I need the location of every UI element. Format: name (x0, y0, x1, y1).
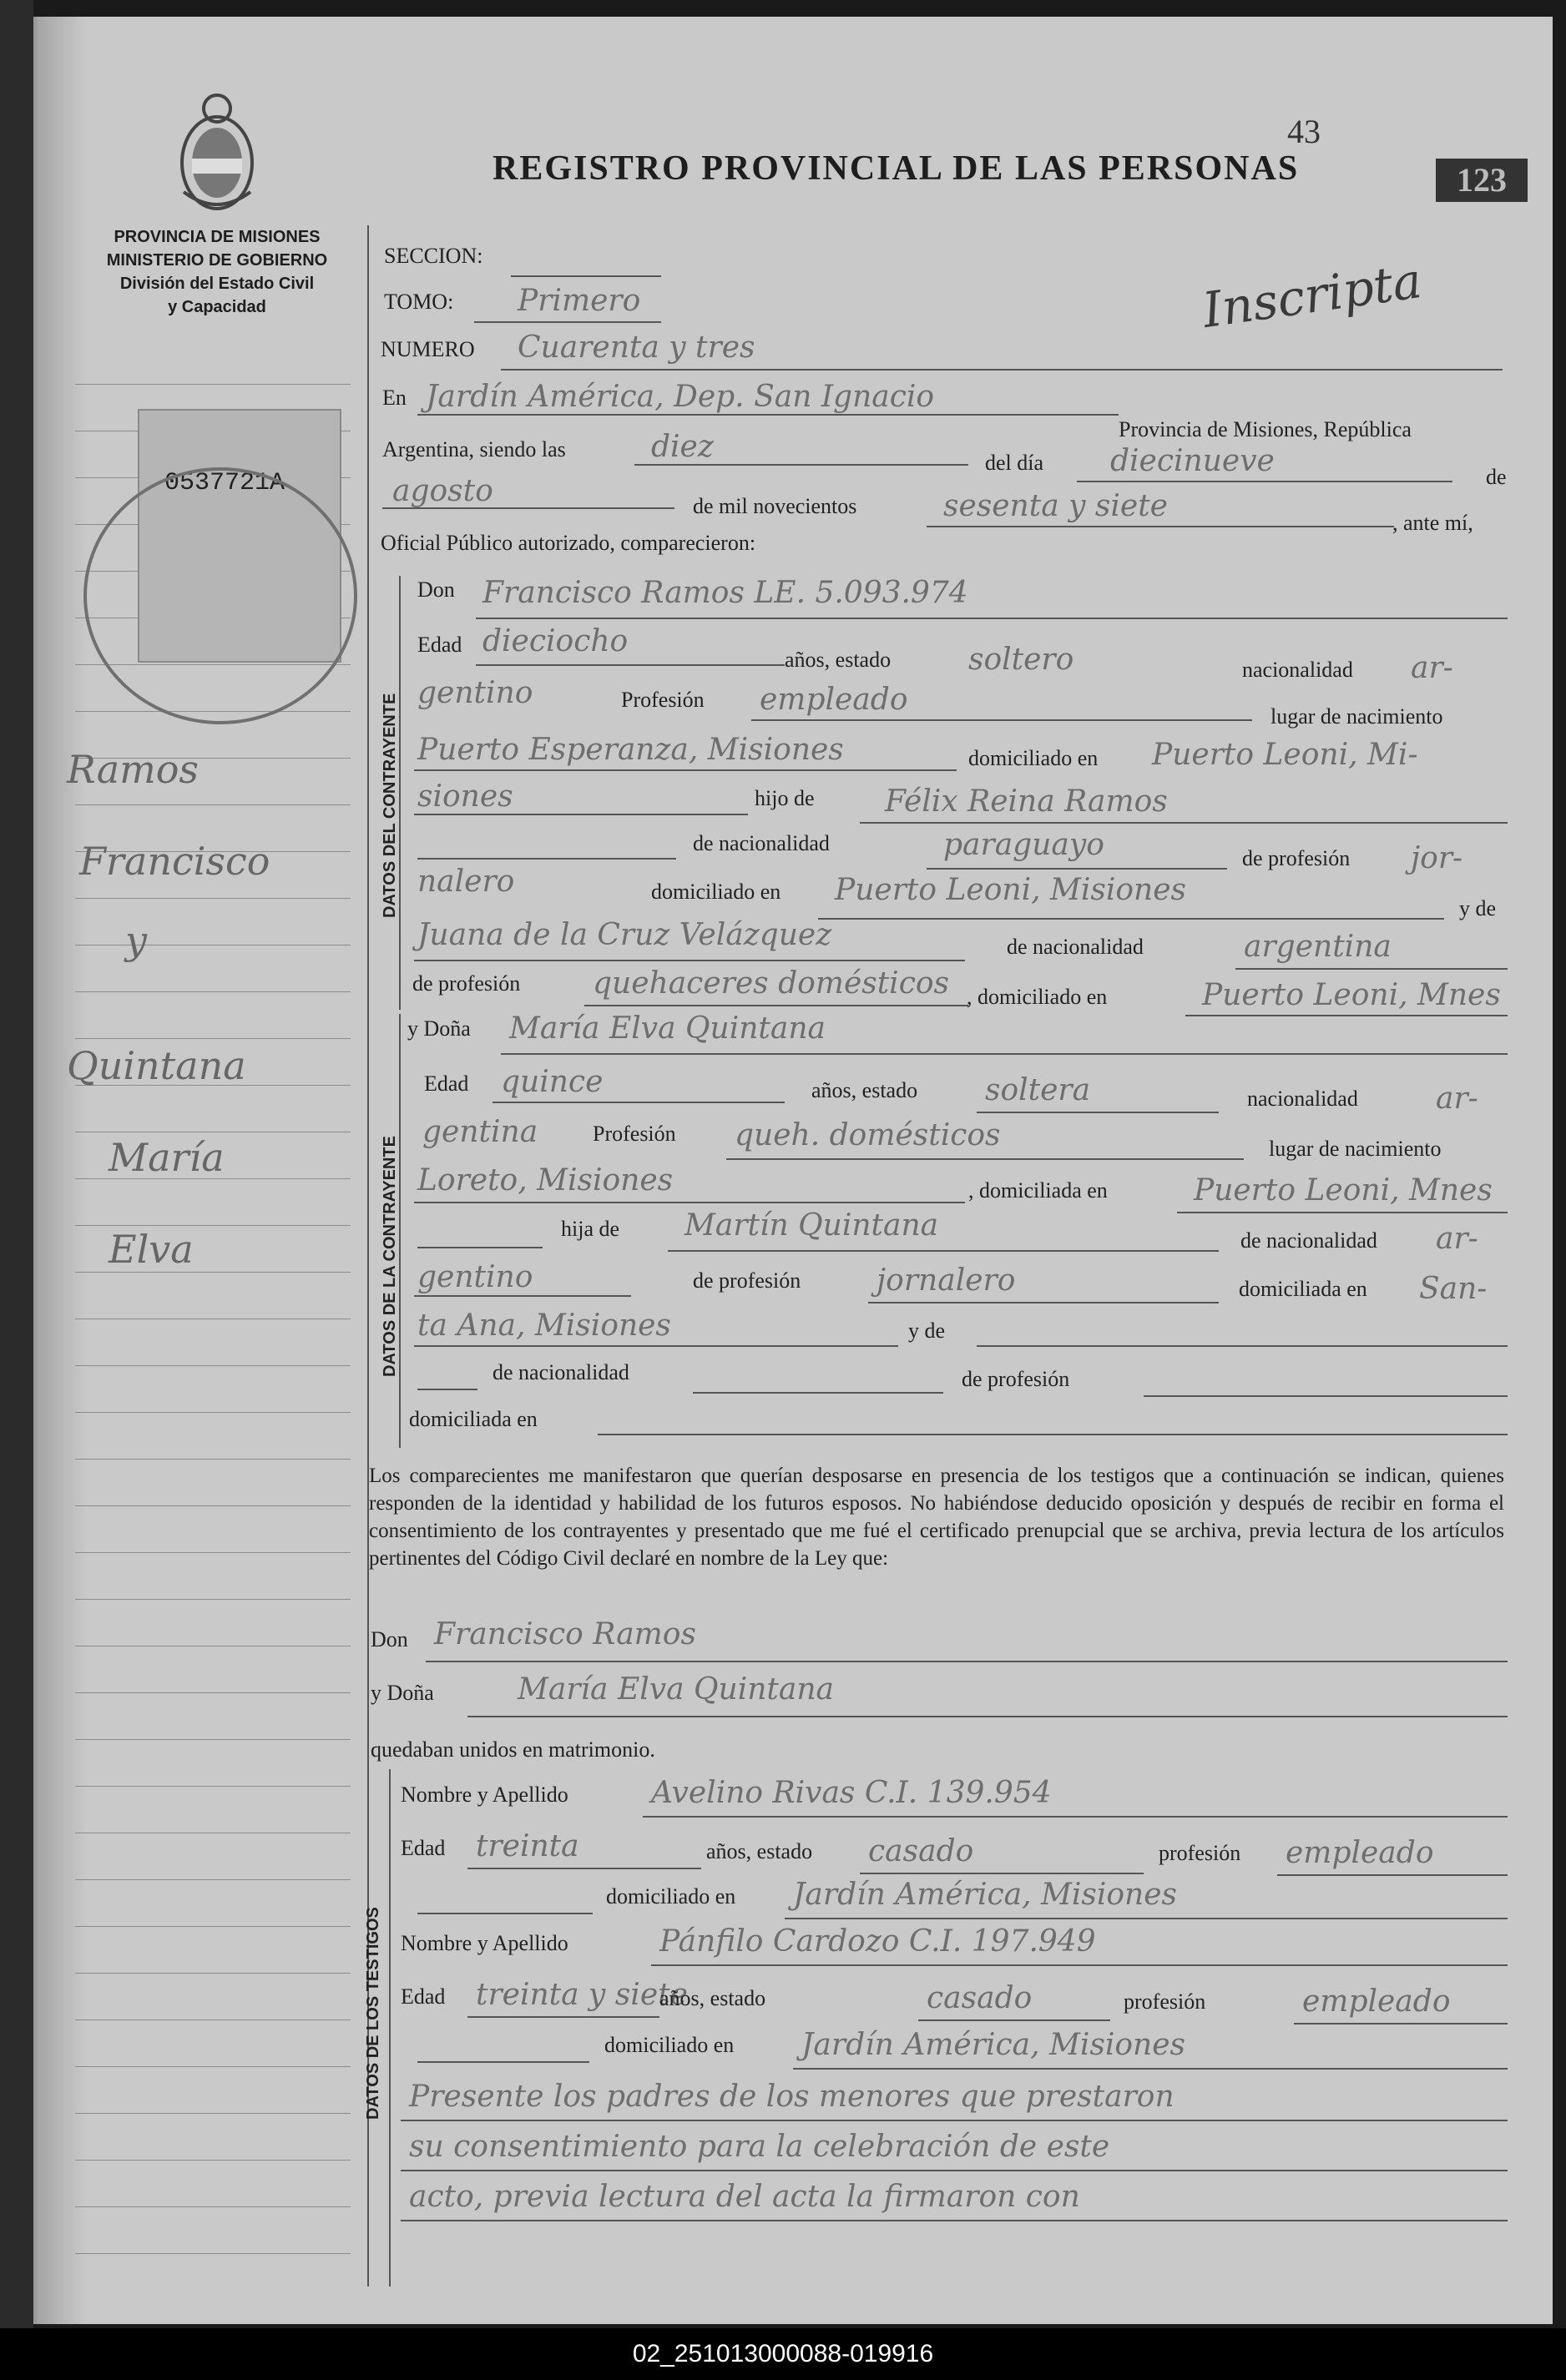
testigos-note-line-3: acto, previa lectura del acta la firmaron con (409, 2180, 1080, 2214)
label-argentina: Argentina, siendo las (382, 437, 566, 461)
handwritten-annotation: Inscripta (1199, 251, 1426, 340)
value-contrayenta-padre-prof: jornalero (876, 1263, 1016, 1298)
value-contrayenta-nac-1: ar- (1436, 1082, 1478, 1116)
label-domiciliada: , domiciliada en (968, 1178, 1108, 1203)
field-testigo1-blank (417, 1913, 593, 1914)
margin-rule (75, 1552, 351, 1553)
ministry-heading (75, 225, 359, 319)
value-contrayente-domicilio-1: Puerto Leoni, Mi- (1152, 738, 1418, 772)
field-contrayenta-padre-nac (414, 1295, 631, 1297)
value-testigo1-estado: casado (868, 1834, 974, 1868)
label-y-de-2: y de (908, 1319, 946, 1343)
field-contrayente-padre-dom (818, 918, 1444, 920)
field-contrayenta-edad (493, 1102, 785, 1103)
label-seccion: SECCION: (384, 244, 483, 268)
label-provincia: Provincia de Misiones, República (1119, 417, 1412, 441)
value-contrayenta-padre-dom-1: San- (1419, 1272, 1488, 1306)
margin-rule (75, 2206, 351, 2207)
field-contrayenta-madre-prof (1144, 1395, 1508, 1397)
label-testigo2-edad: Edad (401, 1984, 446, 2009)
seal-stamp-icon (83, 467, 357, 724)
value-contrayenta-domicilio: Puerto Leoni, Mnes (1194, 1173, 1493, 1208)
field-contrayenta-estado (977, 1112, 1219, 1113)
field-contrayenta-madre (977, 1345, 1508, 1347)
field-contrayente-madre-prof (584, 1005, 968, 1006)
value-contrayente-nac-1: ar- (1411, 651, 1453, 685)
label-de-nacionalidad-3: de nacionalidad (1240, 1228, 1377, 1253)
register-page (33, 17, 1553, 2324)
margin-name-1: Francisco (79, 839, 270, 884)
value-contrayente-lugar-nac: Puerto Esperanza, Misiones (417, 733, 844, 767)
field-testigo1-edad (467, 1868, 701, 1869)
field-testigo1-nombre (643, 1816, 1508, 1818)
label-oficial: Oficial Público autorizado, comparecieron: (381, 531, 756, 555)
field-anio (927, 526, 1394, 527)
field-numero (501, 369, 1503, 371)
value-hora: diez (651, 430, 714, 464)
ministry-line-3: División del Estado Civil (119, 275, 315, 293)
stamp-serial: 0537721A (164, 469, 285, 497)
label-lugar-nacimiento-2: lugar de nacimiento (1269, 1137, 1442, 1161)
testigos-note-rule-3 (401, 2220, 1508, 2221)
field-contrayenta-padre-dom (414, 1345, 898, 1347)
value-contrayenta-profesion: queh. domésticos (735, 1118, 1001, 1152)
label-tomo: TOMO: (384, 290, 454, 314)
label-y-dona: y Doña (407, 1016, 471, 1041)
label-anios-estado: años, estado (785, 648, 892, 672)
margin-rule (75, 1505, 351, 1506)
page-title: REGISTRO PROVINCIAL DE LAS PERSONAS (493, 149, 1300, 188)
margin-rule (75, 1038, 351, 1039)
field-declaration-don (426, 1661, 1508, 1662)
field-contrayenta-domicilio (1177, 1212, 1508, 1213)
margin-rule (75, 1879, 351, 1880)
value-contrayente-madre-nac: argentina (1244, 930, 1392, 964)
label-hijo-de: hijo de (755, 786, 815, 810)
field-contrayente-profesion (751, 719, 1252, 721)
value-testigo1-domicilio: Jardín América, Misiones (793, 1878, 1177, 1912)
value-mes: agosto (392, 474, 493, 508)
declaration-paragraph: Los comparecientes me manifestaron que querían desposarse en presencia de los testigos que a continuación se indican, quienes responden de la identidad y habilidad de los futuros esposos. No habiéndose deducido oposición y después de recibir en forma el consentimiento de los contrayentes y presentado que me fué el certificado prenupcial que se archiva, previa lectura de los artículos pertinentes del Código Civil declaré en nombre de la Ley que: (369, 1465, 1504, 1570)
label-del-dia: del día (985, 451, 1044, 475)
field-contrayenta-blank-2 (417, 1389, 477, 1390)
value-testigo2-profesion: empleado (1302, 1984, 1451, 2019)
field-contrayenta-profesion (726, 1158, 1244, 1160)
field-contrayente-madre (414, 960, 965, 961)
label-domiciliado: domiciliado en (968, 746, 1099, 770)
field-contrayente-nombre (476, 618, 1508, 619)
label-de-profesion-2: de profesión (412, 971, 521, 996)
label-edad-2: Edad (424, 1072, 469, 1096)
value-testigo1-edad: treinta (476, 1829, 579, 1863)
value-contrayenta-padre-nac-2: gentino (417, 1260, 533, 1294)
value-contrayente-padre-prof-2: nalero (417, 865, 515, 899)
margin-rule (75, 1225, 351, 1226)
margin-rule (75, 1365, 351, 1366)
margin-name-2: María (109, 1135, 225, 1180)
label-de-nacionalidad-4: de nacionalidad (493, 1360, 629, 1384)
label-testigo2-profesion: profesión (1124, 1989, 1206, 2014)
label-lugar-nacimiento: lugar de nacimiento (1270, 704, 1443, 729)
value-contrayenta-estado: soltera (985, 1073, 1091, 1107)
label-profesion-2: Profesión (593, 1122, 676, 1146)
margin-rule (75, 2113, 351, 2114)
margin-rule (75, 804, 351, 805)
field-seccion (511, 275, 661, 277)
margin-surname-2: Quintana (67, 1043, 246, 1088)
ministry-line-2: MINISTERIO DE GOBIERNO (106, 251, 328, 270)
declaration-closing: quedaban unidos en matrimonio. (371, 1737, 655, 1762)
label-domiciliada-3: domiciliada en (409, 1407, 538, 1431)
value-tomo: Primero (518, 284, 641, 318)
field-testigo2-estado (918, 2019, 1110, 2021)
margin-rule (75, 384, 351, 385)
value-contrayente-domicilio-2: siones (417, 779, 513, 814)
field-tomo (474, 321, 661, 323)
field-contrayenta-madre-nac (693, 1392, 943, 1394)
label-anios-estado-2: años, estado (811, 1078, 918, 1102)
label-de-nacionalidad-2: de nacionalidad (1007, 935, 1144, 959)
label-en: En (382, 386, 407, 410)
label-de-profesion-4: de profesión (962, 1367, 1070, 1391)
field-lugar (417, 414, 1119, 416)
testigos-note-line-2: su consentimiento para la celebración de este (409, 2130, 1110, 2164)
book-spine-edge (0, 0, 33, 2328)
value-testigo1-profesion: empleado (1286, 1836, 1434, 1870)
value-contrayente-profesion: empleado (760, 683, 908, 717)
margin-rule (75, 1739, 351, 1740)
value-contrayenta-padre: Martín Quintana (684, 1208, 939, 1243)
value-testigo2-edad: treinta y siete (476, 1978, 688, 2012)
label-ante: , ante mí, (1392, 511, 1473, 535)
field-contrayenta-blank (417, 1247, 543, 1248)
field-testigo1-profesion (1277, 1874, 1508, 1876)
label-testigo2-domiciliado: domiciliado en (604, 2033, 735, 2057)
label-de-profesion: de profesión (1242, 846, 1351, 870)
field-contrayenta-nombre (501, 1053, 1508, 1055)
field-testigo1-domicilio (785, 1918, 1508, 1919)
value-contrayenta-lugar-nac: Loreto, Misiones (417, 1163, 674, 1198)
ministry-line-4: y Capacidad (168, 298, 266, 316)
margin-rule (75, 1599, 351, 1600)
label-mil: de mil novecientos (693, 494, 857, 518)
label-declaration-don: Don (371, 1627, 408, 1651)
margin-rule (75, 1926, 351, 1927)
value-contrayente-estado: soltero (968, 643, 1074, 677)
field-contrayente-madre-nac (1235, 968, 1508, 970)
value-declaration-dona: María Elva Quintana (518, 1672, 834, 1707)
label-testigo1-nombre: Nombre y Apellido (401, 1782, 568, 1807)
value-contrayente-madre-dom: Puerto Leoni, Mnes (1202, 978, 1501, 1012)
field-contrayente-padre-nac (927, 868, 1227, 870)
field-testigo2-profesion (1294, 2023, 1508, 2025)
value-testigo2-domicilio: Jardín América, Misiones (801, 2028, 1185, 2062)
margin-rule (75, 1459, 351, 1460)
coat-of-arms-icon (167, 83, 267, 217)
label-testigo1-edad: Edad (401, 1836, 446, 1860)
value-dia: diecinueve (1110, 444, 1275, 478)
margin-rule (75, 1412, 351, 1413)
value-contrayente-padre: Félix Reina Ramos (885, 784, 1168, 819)
label-domiciliado-2: domiciliado en (651, 880, 781, 904)
value-testigo1-nombre: Avelino Rivas C.I. 139.954 (651, 1776, 1052, 1810)
field-testigo2-nombre (651, 1964, 1508, 1966)
value-testigo2-estado: casado (927, 1981, 1033, 2015)
value-contrayente-padre-dom: Puerto Leoni, Misiones (835, 873, 1186, 907)
label-profesion: Profesión (621, 688, 705, 712)
label-don: Don (417, 577, 455, 602)
testigos-note-line-1: Presente los padres de los menores que prestaron (409, 2080, 1174, 2114)
margin-rule (75, 991, 351, 992)
value-contrayenta-nac-2: gentina (422, 1115, 538, 1149)
margin-rule (75, 1272, 351, 1273)
field-contrayenta-madre-dom (598, 1434, 1508, 1435)
field-testigo2-blank (417, 2061, 589, 2063)
field-hora (634, 464, 968, 466)
stamp-number-badge: 123 (1436, 159, 1528, 202)
field-contrayente-domicilio (414, 814, 748, 815)
label-edad: Edad (417, 633, 462, 657)
value-numero: Cuarenta y tres (518, 330, 755, 365)
label-declaration-dona: y Doña (371, 1681, 434, 1705)
value-contrayente-nac-2: gentino (417, 676, 533, 710)
value-contrayente-padre-prof-1: jor- (1411, 841, 1463, 875)
field-dia (1077, 481, 1452, 482)
margin-rule (75, 2019, 351, 2020)
contrayente-section-label: DATOS DEL CONTRAYENTE (381, 693, 399, 918)
margin-rule (75, 2253, 351, 2254)
margin-rule (75, 2066, 351, 2067)
value-contrayenta-padre-nac-1: ar- (1436, 1222, 1478, 1256)
field-contrayenta-padre-prof (868, 1302, 1219, 1303)
testigos-section-label: DATOS DE LOS TESTIGOS (364, 1907, 382, 2120)
value-contrayente-padre-nac: paraguayo (943, 828, 1104, 862)
margin-name-3: Elva (109, 1227, 194, 1272)
margin-rule (75, 1786, 351, 1787)
ministry-line-1: PROVINCIA DE MISIONES (114, 228, 321, 246)
label-y-de: y de (1459, 896, 1497, 920)
value-lugar: Jardín América, Dep. San Ignacio (426, 380, 935, 414)
field-declaration-dona (467, 1716, 1508, 1717)
field-mes (382, 507, 674, 509)
value-contrayente-madre: Juana de la Cruz Velázquez (417, 918, 832, 952)
label-testigo1-domiciliado: domiciliado en (606, 1884, 736, 1909)
value-declaration-don: Francisco Ramos (434, 1617, 696, 1651)
value-contrayente-nombre: Francisco Ramos LE. 5.093.974 (482, 576, 968, 610)
field-contrayente-madre-dom (1185, 1015, 1508, 1016)
value-contrayente-madre-prof: quehaceres domésticos (593, 966, 950, 1001)
testigos-note-rule-2 (401, 2170, 1508, 2171)
contrayenta-section-label: DATOS DE LA CONTRAYENTE (381, 1136, 399, 1377)
margin-rule (75, 1973, 351, 1974)
label-domiciliado-3: , domiciliado en (967, 985, 1108, 1009)
testigos-bracket (389, 1769, 391, 2287)
field-contrayenta-lugar-nac (414, 1202, 965, 1203)
margin-rule (75, 898, 351, 899)
value-contrayenta-nombre: María Elva Quintana (509, 1011, 826, 1046)
value-anio: sesenta y siete (943, 489, 1168, 523)
label-testigo1-profesion: profesión (1159, 1841, 1241, 1865)
label-de-profesion-3: de profesión (693, 1268, 801, 1293)
margin-surname-1: Ramos (67, 747, 200, 792)
label-testigo1-anios: años, estado (706, 1839, 813, 1863)
label-nacionalidad: nacionalidad (1242, 658, 1353, 682)
field-contrayente-blank (417, 858, 676, 860)
page-number: 43 (1287, 113, 1321, 150)
testigos-note-rule-1 (401, 2120, 1508, 2121)
field-testigo1-estado (860, 1873, 1144, 1874)
value-testigo2-nombre: Pánfilo Cardozo C.I. 197.949 (659, 1924, 1096, 1959)
field-contrayente-edad (476, 664, 785, 666)
field-contrayente-padre (860, 822, 1508, 824)
label-de-nacionalidad: de nacionalidad (693, 831, 830, 855)
margin-conjunction: y (125, 918, 147, 963)
value-contrayenta-edad: quince (501, 1065, 604, 1099)
label-domiciliada-2: domiciliada en (1239, 1277, 1367, 1301)
label-testigo2-nombre: Nombre y Apellido (401, 1931, 568, 1955)
image-code-footer: 02_251013000088-019916 (0, 2328, 1566, 2380)
field-contrayenta-padre (668, 1250, 1219, 1252)
margin-rule (75, 1692, 351, 1693)
label-de: de (1486, 465, 1507, 489)
margin-rule (75, 2160, 351, 2161)
field-testigo2-edad (467, 2016, 659, 2018)
value-contrayente-edad: dieciocho (482, 624, 629, 658)
label-hija-de: hija de (561, 1217, 620, 1241)
label-numero: NUMERO (381, 337, 475, 361)
value-contrayenta-padre-dom-2: ta Ana, Misiones (417, 1308, 671, 1343)
label-nacionalidad-2: nacionalidad (1247, 1087, 1358, 1111)
field-testigo2-domicilio (793, 2068, 1508, 2070)
field-contrayente-lugar-nac (414, 769, 957, 771)
label-testigo2-anios: años, estado (659, 1986, 766, 2010)
